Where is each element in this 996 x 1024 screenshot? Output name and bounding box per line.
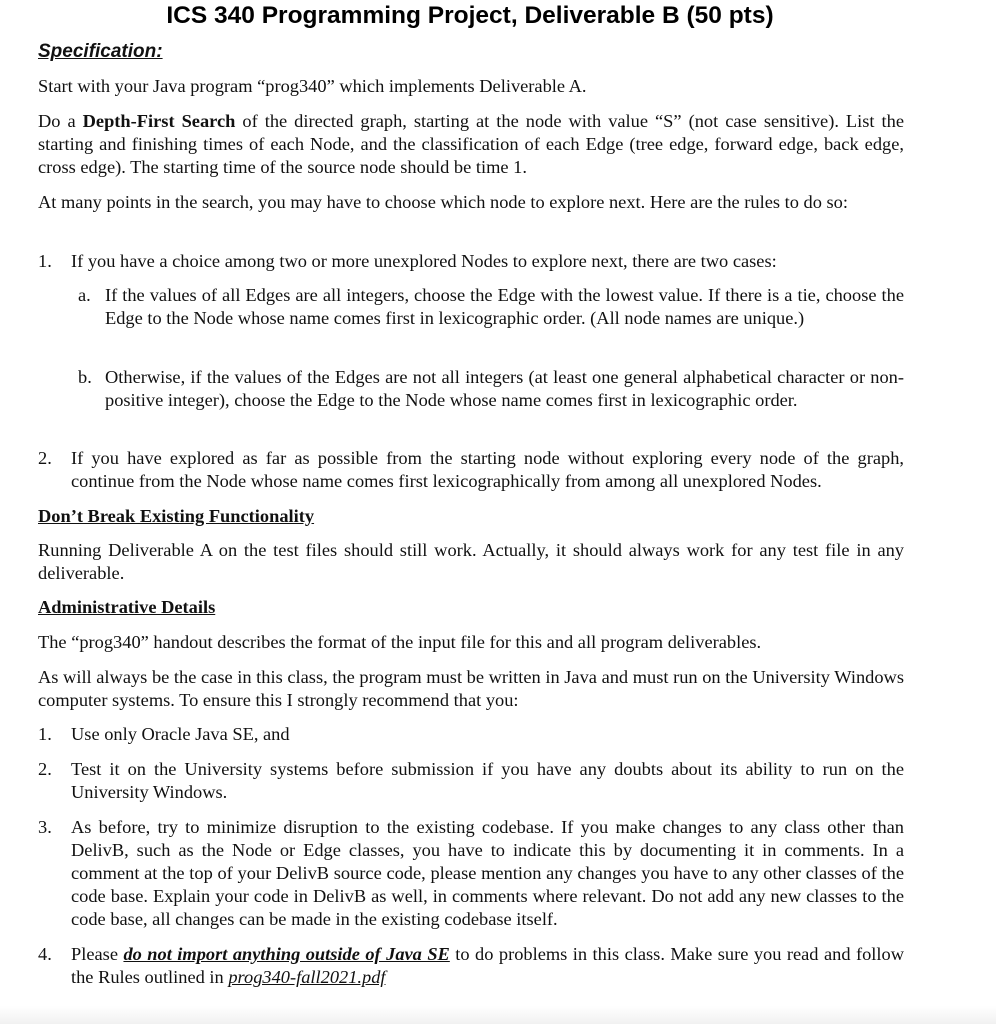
dont-break-paragraph: Running Deliverable A on the test files should still work. Actually, it should always work for any test file in any deliverable. xyxy=(38,540,904,583)
item4-pre: Please xyxy=(71,944,124,964)
admin-item-text: As before, try to minimize disruption to the existing codebase. If you make changes to any class other than DelivB, such as the Node or Edge classes, you have to indicate this by documenting it in comments. In a comment at the top of your DelivB source code, please mention any changes you have to any other classes of the code base. Explain your code in DelivB as well, in comments where relevant. Do not add any new classes to the code base, all changes can be made in the existing codebase itself. xyxy=(71,817,904,929)
admin-item-number: 4. xyxy=(38,944,52,964)
rule-number: 2. xyxy=(38,448,52,468)
subrule-text: If the values of all Edges are all integers, choose the Edge with the lowest value. If there is a tie, choose the Edge to the Node whose name comes first in lexicographic order. (All node names are unique.) xyxy=(105,285,904,328)
admin-paragraph-1: The “prog340” handout describes the format of the input file for this and all program deliverables. xyxy=(38,632,762,652)
rule-text: If you have a choice among two or more unexplored Nodes to explore next, there are two cases: xyxy=(71,251,777,271)
subrule-text: Otherwise, if the values of the Edges are not all integers (at least one general alphabetical character or non-positive integer), choose the Edge to the Node whose name comes first in lexicographic order. xyxy=(105,367,904,410)
item4-emphasis: do not import anything outside of Java SE xyxy=(123,944,450,964)
specification-heading: Specification: xyxy=(38,41,163,62)
rules-pdf-link[interactable]: prog340-fall2021.pdf xyxy=(228,967,386,987)
admin-item-text: Test it on the University systems before submission if you have any doubts about its ability to run on the University Windows. xyxy=(71,759,904,802)
admin-paragraph-2: As will always be the case in this class, the program must be written in Java and must run on the University Windows computer systems. To ensure this I strongly recommend that you: xyxy=(38,667,904,710)
admin-details-heading: Administrative Details xyxy=(38,597,216,617)
admin-item-text xyxy=(71,943,904,989)
intro-paragraph: Start with your Java program “prog340” which implements Deliverable A. xyxy=(38,76,587,96)
item4-mid: to do problems in this class. Make sure you read and follow the Rules outlined in xyxy=(71,944,904,987)
rule-text: If you have explored as far as possible from the starting node without exploring every node of the graph, continue from the Node whose name comes first lexicographically from among all unexplored Nodes. xyxy=(71,448,904,491)
document-title: ICS 340 Programming Project, Deliverable B (50 pts) xyxy=(166,2,774,29)
dfs-text-pre: Do a xyxy=(38,111,83,131)
admin-item-text: Use only Oracle Java SE, and xyxy=(71,724,290,744)
admin-item-number: 3. xyxy=(38,817,52,837)
rule-number: 1. xyxy=(38,251,52,271)
subrule-letter: b. xyxy=(78,367,92,387)
subrule-letter: a. xyxy=(78,285,91,305)
admin-item-number: 2. xyxy=(38,759,52,779)
dont-break-heading: Don’t Break Existing Functionality xyxy=(38,506,315,526)
dfs-text-post: of the directed graph, starting at the node with value “S” (not case sensitive). List the starting and finishing times of each Node, and the classification of each Edge (tree edge, forward edge, back edge, cross edge). The starting time of the source node should be time 1. xyxy=(38,111,904,177)
page-bottom-shadow xyxy=(0,1006,996,1024)
rules-intro-paragraph: At many points in the search, you may have to choose which node to explore next. Here are the rules to do so: xyxy=(38,192,848,212)
dfs-bold-term: Depth-First Search xyxy=(82,111,236,131)
dfs-paragraph xyxy=(38,110,904,179)
admin-item-number: 1. xyxy=(38,724,52,744)
